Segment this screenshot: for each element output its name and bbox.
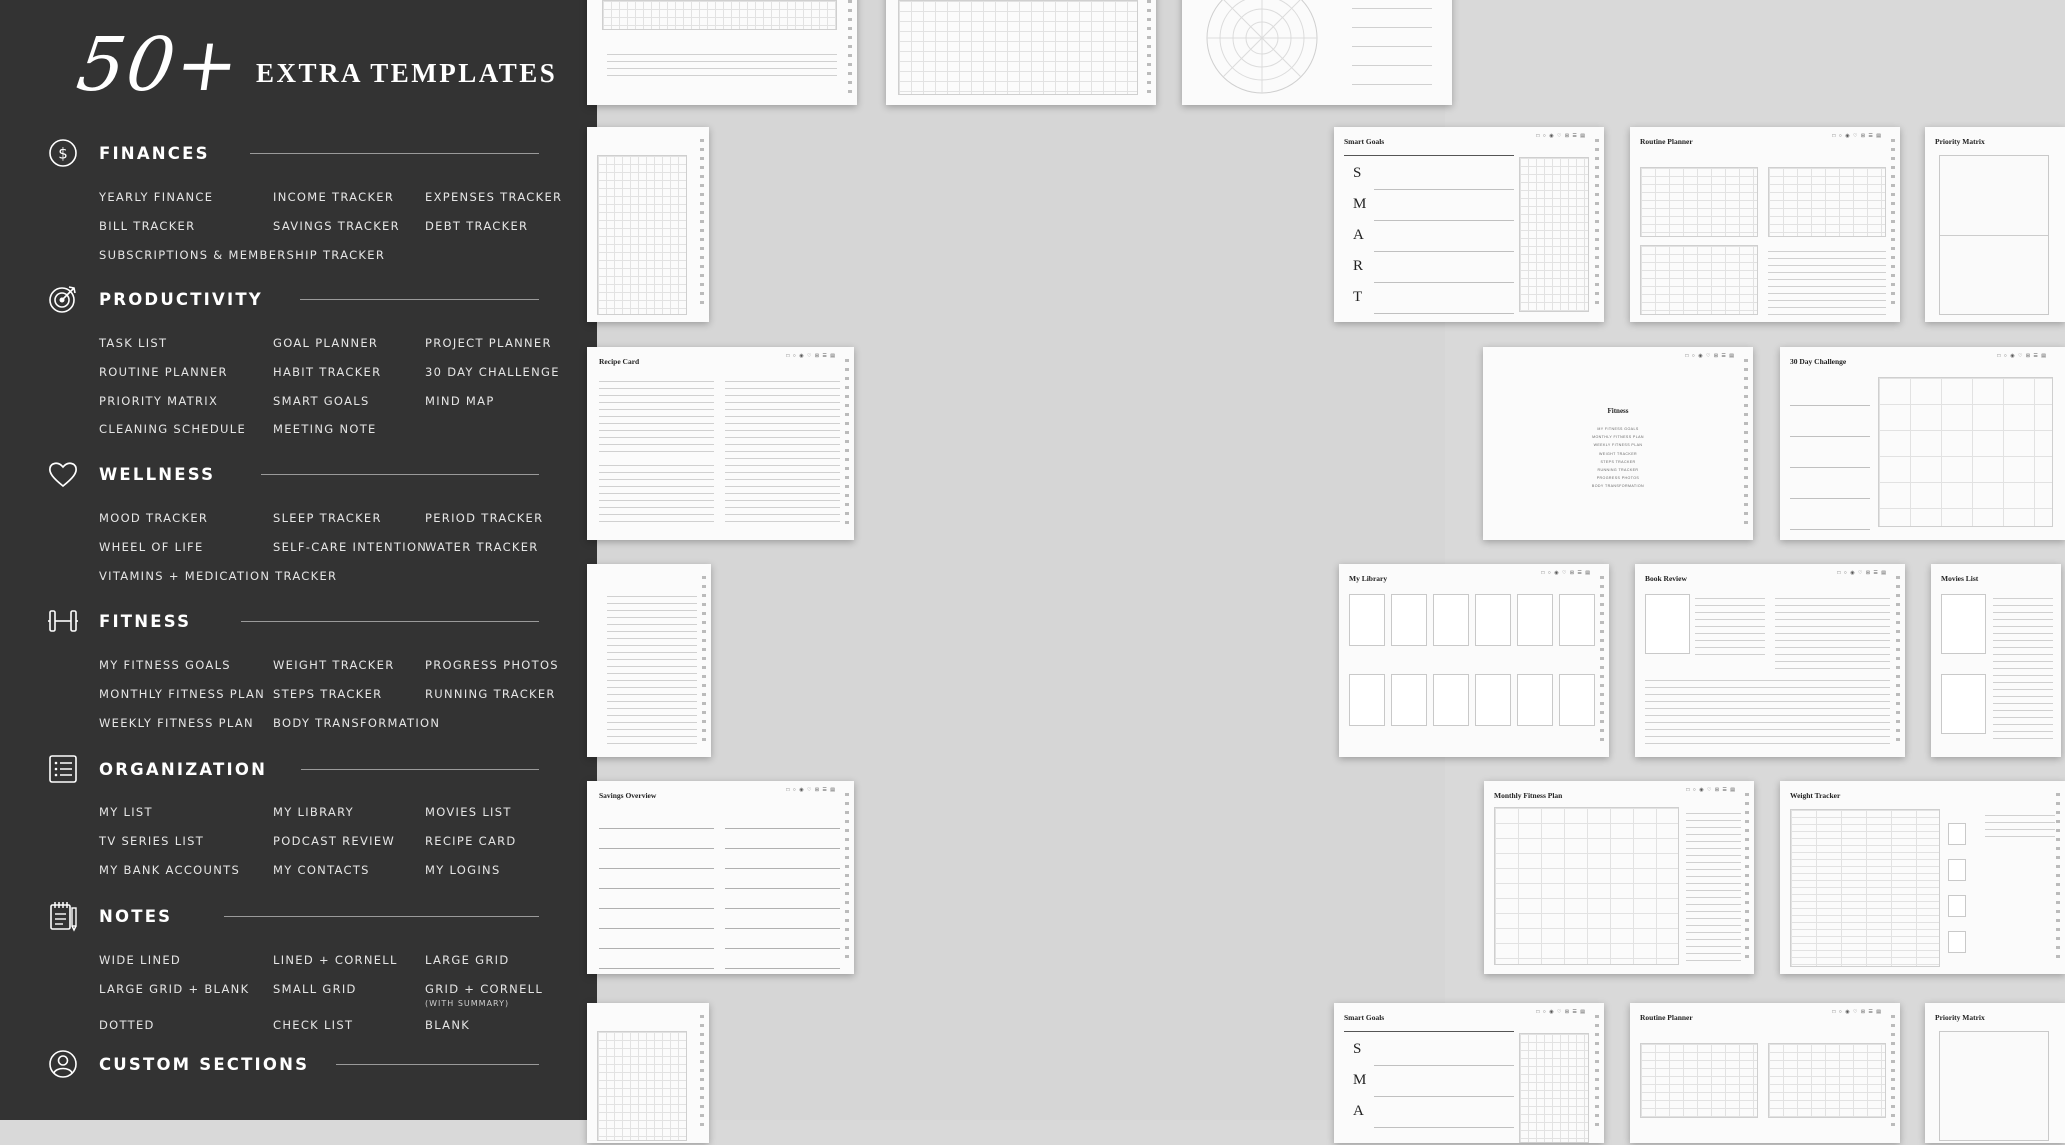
svg-text:$: $ — [58, 144, 68, 163]
preview-priority-matrix — [1925, 1003, 2065, 1143]
template-item[interactable]: PROGRESS PHOTOS — [425, 658, 559, 672]
template-item[interactable]: MIND MAP — [425, 394, 495, 408]
section-title-organization: ORGANIZATION — [99, 760, 268, 779]
template-item[interactable]: PERIOD TRACKER — [425, 511, 544, 525]
preview-smart-goals: Smart Goals □ ○ ◉ ♡ ⊞ ☰ ▤ S M A R T — [1334, 127, 1604, 322]
template-item[interactable]: MY LIST — [99, 805, 153, 819]
template-item[interactable]: INCOME TRACKER — [273, 190, 395, 204]
template-item[interactable]: DOTTED — [99, 1018, 155, 1032]
preview-title: Smart Goals — [1344, 1013, 1385, 1022]
template-item[interactable]: STEPS TRACKER — [273, 687, 383, 701]
hero-title: EXTRA TEMPLATES — [256, 58, 558, 88]
preview-title: Movies List — [1941, 574, 1979, 583]
section-divider — [300, 299, 539, 300]
template-item[interactable]: 30 DAY CHALLENGE — [425, 365, 560, 379]
template-item[interactable]: VITAMINS + MEDICATION TRACKER — [99, 569, 338, 583]
template-item[interactable]: LINED + CORNELL — [273, 953, 398, 967]
template-item[interactable]: MY CONTACTS — [273, 863, 370, 877]
smart-letter: R — [1353, 258, 1364, 274]
section-title-wellness: WELLNESS — [99, 465, 216, 484]
template-item[interactable]: SAVINGS TRACKER — [273, 219, 400, 233]
template-item[interactable]: LARGE GRID — [425, 953, 510, 967]
section-divider — [250, 153, 539, 154]
smart-letter: S — [1353, 165, 1362, 181]
preview-title: Smart Goals — [1344, 137, 1385, 146]
section-divider — [301, 769, 539, 770]
preview-priority-matrix — [1925, 127, 2065, 322]
template-item[interactable]: TASK LIST — [99, 336, 168, 350]
template-item[interactable]: MOVIES LIST — [425, 805, 512, 819]
template-item[interactable]: LARGE GRID + BLANK — [99, 982, 250, 996]
wheel-chart-icon — [1202, 0, 1322, 98]
template-item[interactable]: TV SERIES LIST — [99, 834, 205, 848]
preview-title: Priority Matrix — [1935, 1013, 1985, 1022]
preview-routine-planner: Routine Planner □ ○ ◉ ♡ ⊞ ☰ ▤ — [1630, 1003, 1900, 1143]
smart-letter: M — [1353, 1072, 1367, 1088]
preview-water-tracker — [886, 0, 1156, 105]
template-item[interactable]: WEEKLY FITNESS PLAN — [99, 716, 254, 730]
template-item[interactable]: CLEANING SCHEDULE — [99, 422, 247, 436]
template-item[interactable]: PROJECT PLANNER — [425, 336, 552, 350]
smart-letter: S — [1353, 1041, 1362, 1057]
template-item[interactable]: MY BANK ACCOUNTS — [99, 863, 241, 877]
template-item[interactable]: BILL TRACKER — [99, 219, 196, 233]
smart-letter: T — [1353, 289, 1363, 305]
preview-monthly-fitness-plan: Monthly Fitness Plan □ ○ ◉ ♡ ⊞ ☰ ▤ — [1484, 781, 1754, 974]
template-item[interactable]: MY FITNESS GOALS — [99, 658, 231, 672]
dumbbell-icon — [47, 605, 79, 637]
template-item[interactable]: WIDE LINED — [99, 953, 182, 967]
template-item[interactable]: WHEEL OF LIFE — [99, 540, 204, 554]
preview-recipe-card: Recipe Card □ ○ ◉ ♡ ⊞ ☰ ▤ — [587, 347, 854, 540]
template-item[interactable]: SMART GOALS — [273, 394, 370, 408]
list-icon — [47, 753, 79, 785]
template-item[interactable]: MOOD TRACKER — [99, 511, 209, 525]
heart-icon — [47, 458, 79, 490]
fitness-list: MY FITNESS GOALS MONTHLY FITNESS PLAN WEEKLY FITNESS PLAN WEIGHT TRACKER STEPS TRACKER RUNNING TRACKER PROGRESS PHOTOS BODY TRANSFORMATION — [1591, 427, 1645, 489]
template-item[interactable]: WEIGHT TRACKER — [273, 658, 395, 672]
section-divider — [241, 621, 539, 622]
section-title-fitness: FITNESS — [99, 612, 192, 631]
preview-book-review: Book Review □ ○ ◉ ♡ ⊞ ☰ ▤ — [1635, 564, 1905, 757]
template-item[interactable]: PODCAST REVIEW — [273, 834, 396, 848]
preview-yearly-finance — [587, 0, 857, 105]
template-item[interactable]: BODY TRANSFORMATION — [273, 716, 441, 730]
section-divider — [336, 1064, 539, 1065]
preview-movies-list — [1931, 564, 2061, 757]
preview-wheel-of-life — [1182, 0, 1452, 105]
preview-title: Routine Planner — [1640, 137, 1693, 146]
template-item[interactable]: RECIPE CARD — [425, 834, 517, 848]
preview-routine-planner: Routine Planner □ ○ ◉ ♡ ⊞ ☰ ▤ — [1630, 127, 1900, 322]
preview-title: Weight Tracker — [1790, 791, 1841, 800]
preview-title: Savings Overview — [599, 791, 657, 800]
section-divider — [224, 916, 539, 917]
template-previews — [597, 0, 2047, 1120]
dollar-circle-icon — [47, 137, 79, 169]
template-item[interactable]: DEBT TRACKER — [425, 219, 529, 233]
notebook-icon — [47, 900, 79, 932]
template-item[interactable]: GRID + CORNELL — [425, 982, 544, 996]
preview-savings-overview: Savings Overview □ ○ ◉ ♡ ⊞ ☰ ▤ — [587, 781, 854, 974]
template-item[interactable]: PRIORITY MATRIX — [99, 394, 219, 408]
template-item[interactable]: EXPENSES TRACKER — [425, 190, 563, 204]
target-icon — [47, 283, 79, 315]
section-divider — [261, 474, 539, 475]
preview-task-list — [587, 127, 709, 322]
preview-my-library: My Library □ ○ ◉ ♡ ⊞ ☰ ▤ — [1339, 564, 1609, 757]
preview-title: Recipe Card — [599, 357, 640, 366]
smart-letter: A — [1353, 1103, 1364, 1119]
template-item[interactable]: MY LOGINS — [425, 863, 501, 877]
section-title-finances: FINANCES — [99, 144, 210, 163]
preview-title: My Library — [1349, 574, 1388, 583]
preview-title: Routine Planner — [1640, 1013, 1693, 1022]
smart-letter: A — [1353, 227, 1364, 243]
template-item[interactable]: YEARLY FINANCE — [99, 190, 214, 204]
preview-title: Fitness — [1607, 407, 1629, 415]
template-item[interactable]: SLEEP TRACKER — [273, 511, 382, 525]
section-title-custom-sections: CUSTOM SECTIONS — [99, 1055, 310, 1074]
section-title-productivity: PRODUCTIVITY — [99, 290, 263, 309]
template-item[interactable]: SMALL GRID — [273, 982, 357, 996]
template-item[interactable]: WATER TRACKER — [425, 540, 539, 554]
template-item[interactable]: CHECK LIST — [273, 1018, 354, 1032]
template-item[interactable]: BLANK — [425, 1018, 471, 1032]
user-circle-icon — [47, 1048, 79, 1080]
template-item[interactable]: SUBSCRIPTIONS & MEMBERSHIP TRACKER — [99, 248, 386, 262]
section-title-notes: NOTES — [99, 907, 173, 926]
preview-weight-tracker — [1780, 781, 2065, 974]
template-item[interactable]: SELF-CARE INTENTION — [273, 540, 428, 554]
preview-title: Priority Matrix — [1935, 137, 1985, 146]
preview-title: Book Review — [1645, 574, 1687, 583]
template-item[interactable]: RUNNING TRACKER — [425, 687, 556, 701]
template-item[interactable]: MEETING NOTE — [273, 422, 377, 436]
preview-task-list — [587, 1003, 709, 1143]
template-item[interactable]: ROUTINE PLANNER — [99, 365, 228, 379]
smart-letter: M — [1353, 196, 1367, 212]
preview-title: Monthly Fitness Plan — [1494, 791, 1563, 800]
preview-my-contacts — [587, 564, 711, 757]
preview-title: 30 Day Challenge — [1790, 357, 1847, 366]
hero-number: 50+ — [71, 22, 247, 108]
preview-smart-goals: Smart Goals □ ○ ◉ ♡ ⊞ ☰ ▤ S M A — [1334, 1003, 1604, 1143]
template-item[interactable]: MY LIBRARY — [273, 805, 354, 819]
preview-30-day-challenge: 30 Day Challenge □ ○ ◉ ♡ ⊞ ☰ ▤ — [1780, 347, 2065, 540]
template-item[interactable]: MONTHLY FITNESS PLAN — [99, 687, 266, 701]
template-item[interactable]: HABIT TRACKER — [273, 365, 382, 379]
template-item-subtitle: (WITH SUMMARY) — [425, 999, 510, 1008]
preview-fitness-divider: □ ○ ◉ ♡ ⊞ ☰ ▤ Fitness MY FITNESS GOALS MONTHLY FITNESS PLAN WEEKLY FITNESS PLAN WEIGHT TRACKER STEPS TRACKER RUNNING TRACKER PROGRESS PHOTOS BODY TRANSFORMATION — [1483, 347, 1753, 540]
template-item[interactable]: GOAL PLANNER — [273, 336, 379, 350]
templates-panel — [0, 0, 597, 1120]
